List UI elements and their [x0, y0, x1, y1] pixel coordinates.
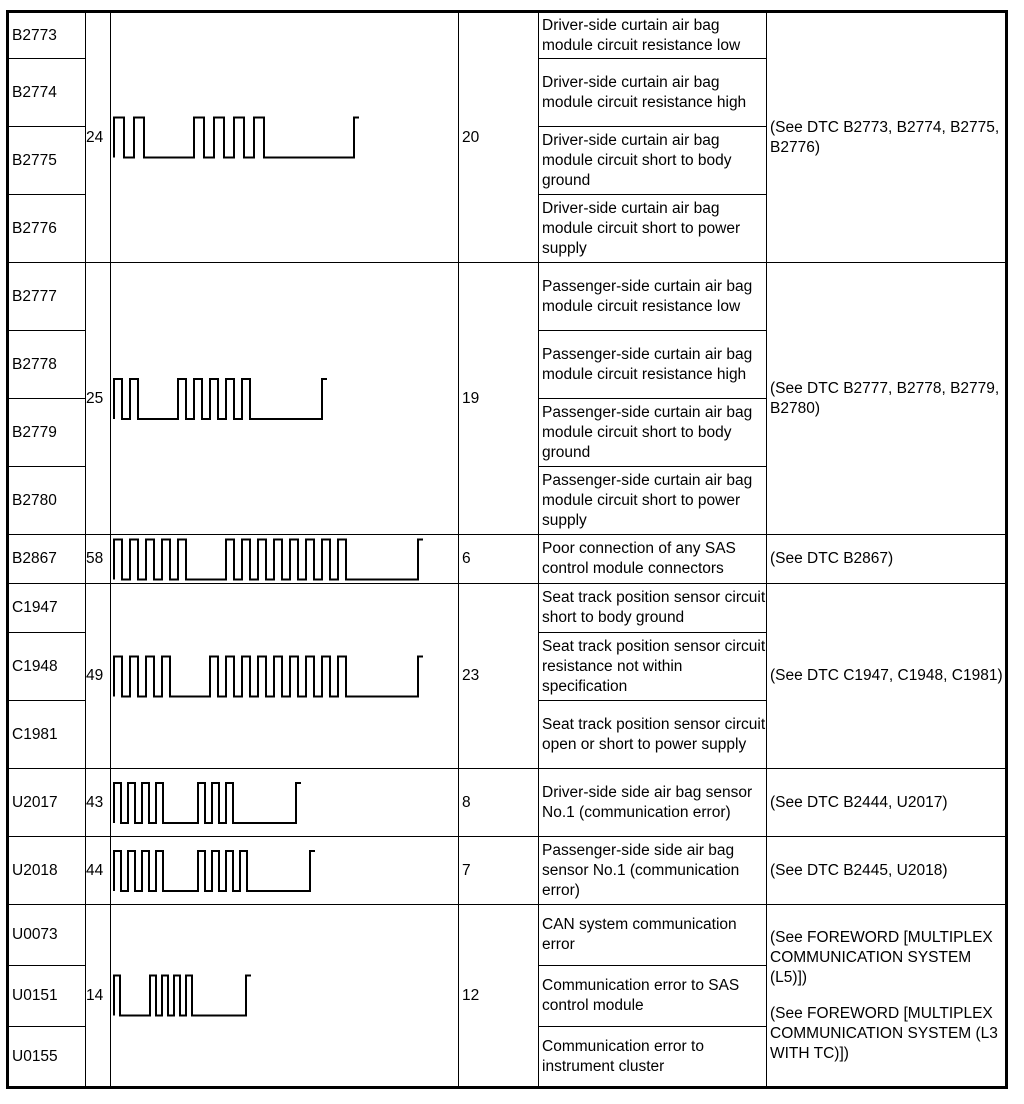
flash-waveform [111, 13, 457, 262]
dtc-code: U0155 [8, 1027, 86, 1088]
see-dtc-reference: (See FOREWORD [MULTIPLEX COMMUNICATION SYSTEM (L3 WITH TC)]) [770, 1004, 998, 1062]
flash-code: 43 [86, 769, 111, 837]
flash-waveform [111, 264, 457, 534]
flash-pattern [111, 837, 459, 905]
flash-waveform-line [114, 783, 301, 823]
detection-condition: Driver-side curtain air bag module circuit resistance high [539, 59, 767, 127]
memory-code: 19 [459, 263, 539, 535]
detection-condition: Seat track position sensor circuit short to body ground [539, 584, 767, 633]
detection-condition: Passenger-side curtain air bag module circuit short to body ground [539, 399, 767, 467]
detection-condition: CAN system communication error [539, 905, 767, 966]
dtc-code: B2778 [8, 331, 86, 399]
flash-code: 25 [86, 263, 111, 535]
dtc-code: B2779 [8, 399, 86, 467]
memory-code: 7 [459, 837, 539, 905]
see-dtc-reference: (See DTC B2773, B2774, B2775, B2776) [770, 118, 1000, 156]
dtc-code: B2776 [8, 195, 86, 263]
flash-code: 44 [86, 837, 111, 905]
flash-waveform-line [114, 976, 251, 1016]
detection-condition: Passenger-side side air bag sensor No.1 (communication error) [539, 837, 767, 905]
see-reference [767, 535, 1007, 584]
dtc-code: U2017 [8, 769, 86, 837]
flash-code: 49 [86, 584, 111, 769]
flash-pattern [111, 905, 459, 1088]
flash-code: 14 [86, 905, 111, 1088]
memory-code: 12 [459, 905, 539, 1088]
flash-pattern [111, 769, 459, 837]
detection-condition: Driver-side curtain air bag module circuit short to power supply [539, 195, 767, 263]
dtc-table [6, 10, 1008, 1089]
memory-code: 6 [459, 535, 539, 584]
flash-pattern [111, 584, 459, 769]
flash-waveform-line [114, 118, 359, 158]
flash-waveform-line [114, 851, 315, 891]
table-row [8, 837, 1007, 905]
dtc-code: U0073 [8, 905, 86, 966]
see-reference [767, 905, 1007, 1088]
memory-code: 20 [459, 12, 539, 263]
see-dtc-reference: (See FOREWORD [MULTIPLEX COMMUNICATION SYSTEM (L5)]) [770, 928, 993, 986]
dtc-table-body [8, 12, 1007, 1088]
flash-waveform-line [114, 539, 423, 579]
dtc-code: B2777 [8, 263, 86, 331]
dtc-code: U0151 [8, 966, 86, 1027]
see-reference [767, 837, 1007, 905]
detection-condition: Passenger-side curtain air bag module circuit resistance high [539, 331, 767, 399]
flash-waveform [111, 905, 457, 1086]
flash-waveform [111, 585, 457, 768]
see-reference [767, 12, 1007, 263]
detection-condition: Communication error to instrument cluster [539, 1027, 767, 1088]
dtc-code: B2780 [8, 467, 86, 535]
flash-waveform-line [114, 656, 423, 696]
table-row [8, 769, 1007, 837]
memory-code: 8 [459, 769, 539, 837]
dtc-code: B2867 [8, 535, 86, 584]
detection-condition: Passenger-side curtain air bag module circuit resistance low [539, 263, 767, 331]
dtc-code: C1947 [8, 584, 86, 633]
flash-waveform [111, 838, 457, 904]
table-row [8, 584, 1007, 633]
flash-waveform-line [114, 379, 327, 419]
detection-condition: Driver-side curtain air bag module circuit resistance low [539, 12, 767, 59]
flash-code: 58 [86, 535, 111, 584]
memory-code: 23 [459, 584, 539, 769]
dtc-code: U2018 [8, 837, 86, 905]
see-dtc-reference: (See DTC C1947, C1948, C1981) [770, 667, 1003, 684]
detection-condition: Poor connection of any SAS control module connectors [539, 535, 767, 584]
see-dtc-reference: (See DTC B2777, B2778, B2779, B2780) [770, 379, 1000, 417]
flash-pattern [111, 12, 459, 263]
detection-condition: Communication error to SAS control module [539, 966, 767, 1027]
see-dtc-reference: (See DTC B2444, U2017) [770, 793, 948, 811]
flash-code: 24 [86, 12, 111, 263]
detection-condition: Seat track position sensor circuit resistance not within specification [539, 633, 767, 701]
flash-pattern [111, 263, 459, 535]
dtc-code: B2773 [8, 12, 86, 59]
table-row [8, 12, 1007, 59]
flash-waveform [111, 770, 457, 836]
see-dtc-reference: (See DTC B2445, U2018) [770, 861, 948, 879]
see-reference [767, 769, 1007, 837]
table-row [8, 535, 1007, 584]
detection-condition: Driver-side curtain air bag module circuit short to body ground [539, 127, 767, 195]
table-row [8, 263, 1007, 331]
detection-condition: Seat track position sensor circuit open or short to power supply [539, 701, 767, 769]
detection-condition: Driver-side side air bag sensor No.1 (communication error) [539, 769, 767, 837]
see-dtc-reference: (See DTC B2867) [770, 550, 894, 567]
dtc-code: C1948 [8, 633, 86, 701]
flash-pattern [111, 535, 459, 584]
see-reference [767, 584, 1007, 769]
dtc-code: C1981 [8, 701, 86, 769]
detection-condition: Passenger-side curtain air bag module circuit short to power supply [539, 467, 767, 535]
dtc-code: B2774 [8, 59, 86, 127]
table-row [8, 905, 1007, 966]
see-reference [767, 263, 1007, 535]
dtc-code: B2775 [8, 127, 86, 195]
flash-waveform [111, 536, 457, 583]
